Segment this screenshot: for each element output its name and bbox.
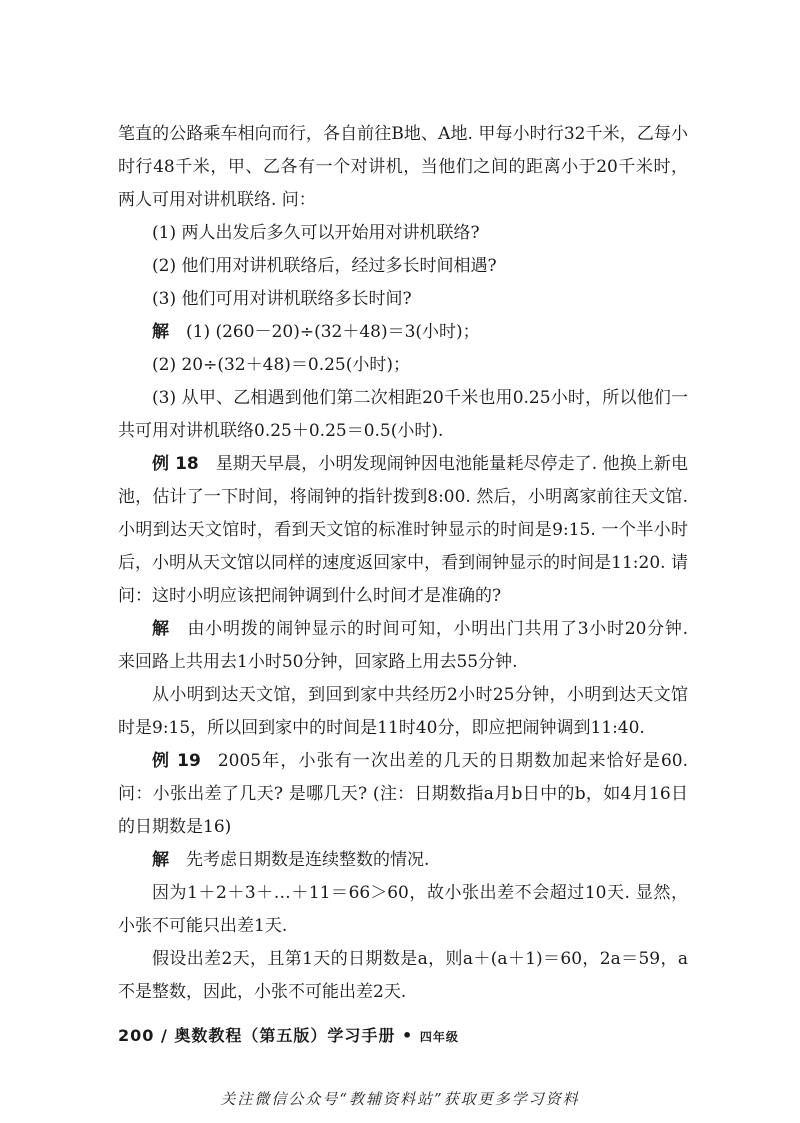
example-18 — [118, 448, 688, 613]
example-19-text: 2005年，小张有一次出差的几天的日期数加起来恰好是60. 问：小张出差了几天? 是哪几天? (注：日期数指a月b日中的b，如4月16日的日期数是16) — [118, 751, 688, 837]
page-number: 200 — [118, 1026, 155, 1045]
solution-18a-text: 由小明拨的闹钟显示的时间可知，小明出门共用了3小时20分钟. 来回路上共用去1小时50分钟，回家路上用去55分钟. — [118, 619, 689, 672]
question-2: (2) 他们用对讲机联络后，经过多长时间相遇? — [152, 256, 497, 276]
footer-separator: / — [160, 1026, 168, 1045]
example-18-label: 例 18 — [152, 454, 199, 474]
book-title: 奥数教程（第五版）学习手册 — [174, 1026, 396, 1045]
solution-label: 解 — [152, 322, 169, 342]
question-1: (1) 两人出发后多久可以开始用对讲机联络? — [152, 223, 480, 243]
solution-label: 解 — [152, 850, 169, 870]
watermark-text: 关注微信公众号“教辅资料站”获取更多学习资料 — [220, 1090, 580, 1108]
solution-1-text: (1) (260－20)÷(32＋48)＝3(小时)； — [186, 322, 480, 342]
problem-intro: 笔直的公路乘车相向而行，各自前往B地、A地. 甲每小时行32千米，乙每小时行48千米，甲、乙各有一个对讲机，当他们之间的距离小于20千米时，两人可用对讲机联络. 问： — [118, 124, 688, 210]
solution-label: 解 — [152, 619, 170, 639]
example-19-label: 例 19 — [152, 751, 201, 771]
solution-19a — [118, 844, 688, 877]
solution-18b: 从小明到达天文馆，到回到家中共经历2小时25分钟，小明到达天文馆时是9:15，所以回到家中的时间是11时40分，即应把闹钟调到11:40. — [118, 685, 688, 738]
example-19 — [118, 745, 688, 844]
solution-19a-text: 先考虑日期数是连续整数的情况. — [186, 850, 430, 870]
page-footer — [118, 1023, 459, 1046]
grade-label: 四年级 — [419, 1030, 459, 1044]
page-content — [118, 118, 688, 1009]
solution-1 — [118, 316, 688, 349]
example-18-text: 星期天早晨，小明发现闹钟因电池能量耗尽停走了. 他换上新电池，估计了一下时间，将闹钟的指针拨到8:00. 然后，小明离家前往天文馆. 小明到达天文馆时，看到天文馆的标准时钟显示的时间是9:15. 一个半小时后，小明从天文馆以同样的速度返回家中，看到闹钟显示的时间是11:20. 请问：这时小明应该把闹钟调到什么时间才是准确的? — [118, 454, 688, 606]
solution-2: (2) 20÷(32＋48)＝0.25(小时)； — [152, 355, 411, 375]
solution-19b: 因为1＋2＋3＋…＋11＝66＞60，故小张出差不会超过10天. 显然，小张不可能只出差1天. — [118, 883, 688, 936]
solution-3: (3) 从甲、乙相遇到他们第二次相距20千米也用0.25小时，所以他们一共可用对讲机联络0.25＋0.25＝0.5(小时). — [118, 388, 688, 441]
question-3: (3) 他们可用对讲机联络多长时间? — [152, 289, 412, 309]
footer-dot: • — [402, 1026, 414, 1045]
solution-19c: 假设出差2天，且第1天的日期数是a，则a＋(a＋1)＝60，2a＝59，a不是整数，因此，小张不可能出差2天. — [118, 949, 688, 1002]
solution-18a — [118, 613, 688, 679]
